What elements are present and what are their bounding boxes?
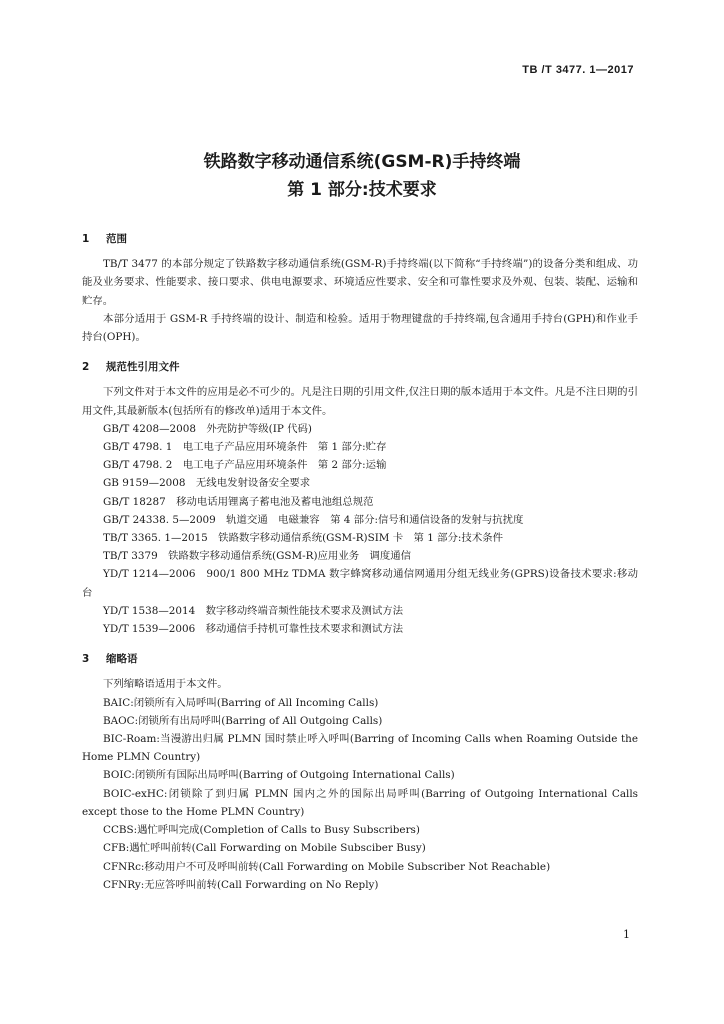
abbreviation-item: CFB:遇忙呼叫前转(Call Forwarding on Mobile Subsciber Busy): [103, 842, 426, 855]
abbreviation-item: CFNRc:移动用户不可及呼叫前转(Call Forwarding on Mobile Subscriber Not Reachable): [103, 860, 551, 873]
reference-item: YD/T 1538—2014 数字移动终端音频性能技术要求及测试方法: [103, 604, 404, 617]
reference-item: GB 9159—2008 无线电发射设备安全要求: [103, 477, 311, 490]
title-line-2: 第 1 部分:技术要求: [287, 180, 437, 200]
reference-item: GB/T 18287 移动电话用锂离子蓄电池及蓄电池组总规范: [103, 495, 374, 508]
title-line-1: 铁路数字移动通信系统(GSM-R)手持终端: [203, 152, 521, 172]
reference-item: TB/T 3379 铁路数字移动通信系统(GSM-R)应用业务 调度通信: [103, 550, 412, 563]
abbreviation-item: CFNRy:无应答呼叫前转(Call Forwarding on No Reply): [103, 878, 379, 891]
section-title: 缩略语: [106, 653, 138, 666]
section-number: 1: [82, 233, 90, 245]
document-title: [0, 148, 724, 204]
section-title: 范围: [106, 233, 127, 245]
abbreviation-item: BIC-Roam:当漫游出归属 PLMN 国时禁止呼入呼叫(Barring of Incoming Calls when Roaming Outside the Home PLMN Country): [82, 733, 638, 764]
paragraph: TB/T 3477 的本部分规定了铁路数字移动通信系统(GSM-R)手持终端(以下简称“手持终端”)的设备分类和组成、功能及业务要求、性能要求、接口要求、供电电源要求、环境适应性要求、安全和可靠性要求及外观、包装、装配、运输和贮存。: [82, 258, 638, 307]
section-1-heading: [82, 230, 638, 248]
reference-item: YD/T 1539—2006 移动通信手持机可靠性技术要求和测试方法: [103, 623, 404, 636]
abbreviation-item: BAOC:闭锁所有出局呼叫(Barring of All Outgoing Calls): [103, 714, 383, 727]
page-number: 1: [623, 928, 630, 941]
document-body: [82, 226, 638, 894]
reference-item: GB/T 4208—2008 外壳防护等级(IP 代码): [103, 422, 312, 435]
paragraph: 本部分适用于 GSM-R 手持终端的设计、制造和检验。适用于物理键盘的手持终端,包含通用手持台(GPH)和作业手持台(OPH)。: [82, 312, 638, 344]
reference-item: GB/T 4798. 1 电工电子产品应用环境条件 第 1 部分:贮存: [103, 441, 387, 454]
reference-item: YD/T 1214—2006 900/1 800 MHz TDMA 数字蜂窝移动通信网通用分组无线业务(GPRS)设备技术要求:移动台: [82, 568, 638, 599]
abbreviation-item: BOIC-exHC:闭锁除了到归属 PLMN 国内之外的国际出局呼叫(Barring of Outgoing International Calls except those to the Home PLMN Country): [82, 787, 638, 818]
section-number: 2: [82, 361, 90, 374]
abbreviation-item: BOIC:闭锁所有国际出局呼叫(Barring of Outgoing International Calls): [103, 769, 455, 782]
reference-item: TB/T 3365. 1—2015 铁路数字移动通信系统(GSM-R)SIM 卡 第 1 部分:技术条件: [103, 532, 503, 545]
abbreviation-item: BAIC:闭锁所有入局呼叫(Barring of All Incoming Calls): [103, 696, 379, 709]
section-2-heading: [82, 358, 638, 376]
paragraph: 下列文件对于本文件的应用是必不可少的。凡是注日期的引用文件,仅注日期的版本适用于本文件。凡是不注日期的引用文件,其最新版本(包括所有的修改单)适用于本文件。: [82, 386, 638, 417]
section-3-heading: [82, 650, 638, 668]
reference-item: GB/T 4798. 2 电工电子产品应用环境条件 第 2 部分:运输: [103, 459, 387, 472]
reference-item: GB/T 24338. 5—2009 轨道交通 电磁兼容 第 4 部分:信号和通信设备的发射与抗扰度: [103, 513, 524, 526]
section-title: 规范性引用文件: [106, 361, 180, 374]
standard-code: TB /T 3477. 1—2017: [522, 64, 634, 76]
abbreviation-item: CCBS:遇忙呼叫完成(Completion of Calls to Busy Subscribers): [103, 824, 420, 837]
paragraph: 下列缩略语适用于本文件。: [103, 678, 228, 691]
section-number: 3: [82, 653, 90, 666]
